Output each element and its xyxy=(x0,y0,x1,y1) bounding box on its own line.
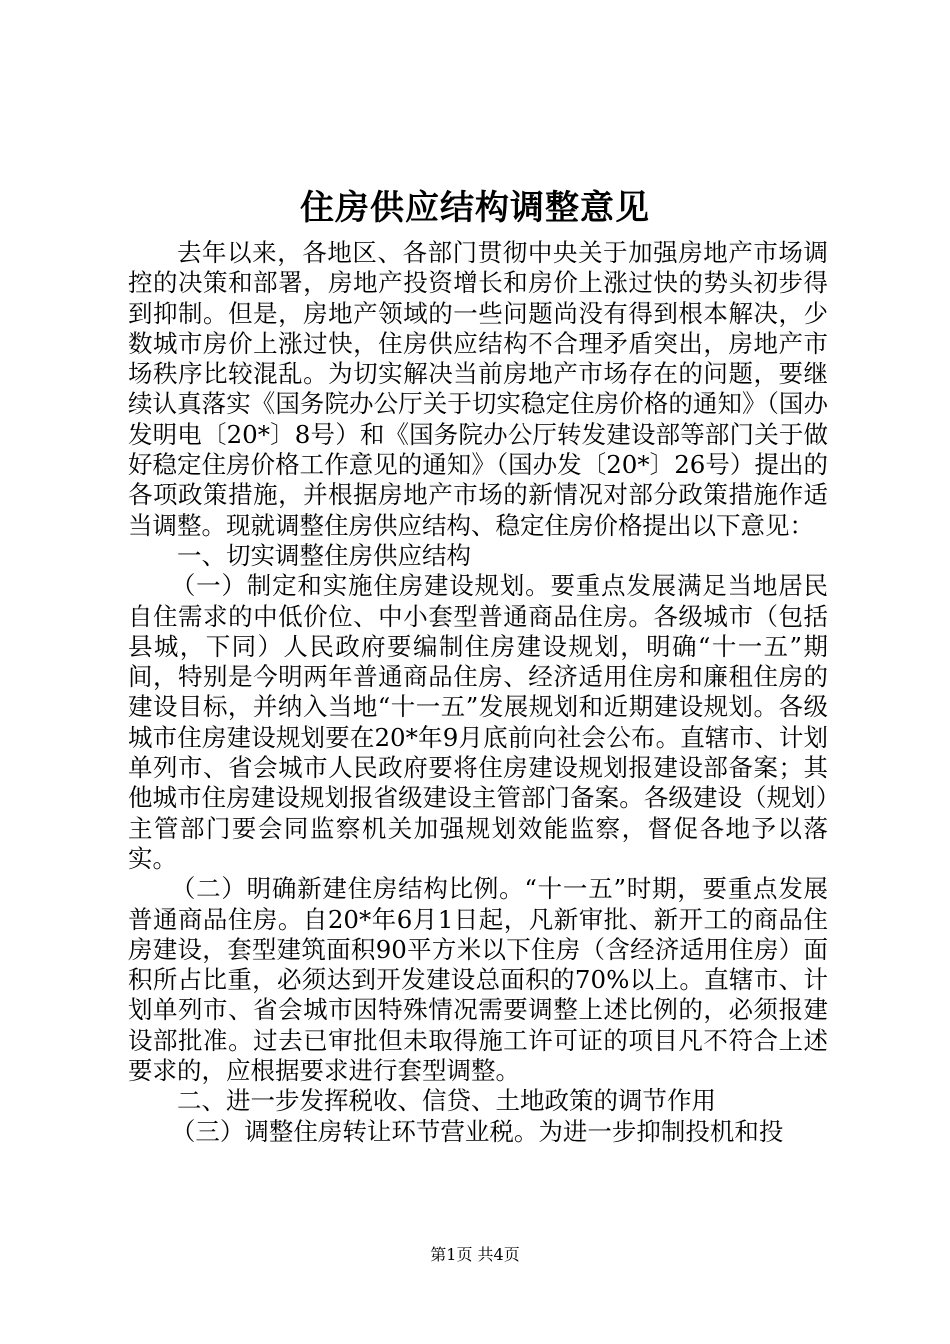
page-number-footer: 第1页 共4页 xyxy=(430,1245,520,1264)
paragraph-intro: 去年以来，各地区、各部门贯彻中央关于加强房地产市场调控的决策和部署，房地产投资增长和房价上涨过快的势头初步得到抑制。但是，房地产领域的一些问题尚没有得到根本解决，少数城市房价上涨过快，住房供应结构不合理矛盾突出，房地产市场秩序比较混乱。为切实解决当前房地产市场存在的问题，要继续认真落实《国务院办公厅关于切实稳定住房价格的通知》（国办发明电〔20*〕8号）和《国务院办公厅转发建设部等部门关于做好稳定住房价格工作意见的通知》（国办发〔20*〕26号）提出的各项政策措施，并根据房地产市场的新情况对部分政策措施作适当调整。现就调整住房供应结构、稳定住房价格提出以下意见： xyxy=(128,238,828,540)
section-heading-1: 一、切实调整住房供应结构 xyxy=(177,540,471,570)
document-title: 住房供应结构调整意见 xyxy=(300,188,650,228)
paragraph-item-2: （二）明确新建住房结构比例。“十一五”时期，要重点发展普通商品住房。自20*年6月1日起，凡新审批、新开工的商品住房建设，套型建筑面积90平方米以下住房（含经济适用住房）面积所占比重，必须达到开发建设总面积的70%以上。直辖市、计划单列市、省会城市因特殊情况需要调整上述比例的，必须报建设部批准。过去已审批但未取得施工许可证的项目凡不符合上述要求的，应根据要求进行套型调整。 xyxy=(128,874,828,1086)
section-heading-2: 二、进一步发挥税收、信贷、土地政策的调节作用 xyxy=(177,1086,716,1116)
paragraph-item-3: （三）调整住房转让环节营业税。为进一步抑制投机和投 xyxy=(170,1116,784,1146)
paragraph-item-1: （一）制定和实施住房建设规划。要重点发展满足当地居民自住需求的中低价位、中小套型普通商品住房。各级城市（包括县城，下同）人民政府要编制住房建设规划，明确“十一五”期间，特别是今明两年普通商品住房、经济适用住房和廉租住房的建设目标，并纳入当地“十一五”发展规划和近期建设规划。各级城市住房建设规划要在20*年9月底前向社会公布。直辖市、计划单列市、省会城市人民政府要将住房建设规划报建设部备案；其他城市住房建设规划报省级建设主管部门备案。各级建设（规划）主管部门要会同监察机关加强规划效能监察，督促各地予以落实。 xyxy=(128,571,828,873)
document-body xyxy=(128,238,828,1147)
